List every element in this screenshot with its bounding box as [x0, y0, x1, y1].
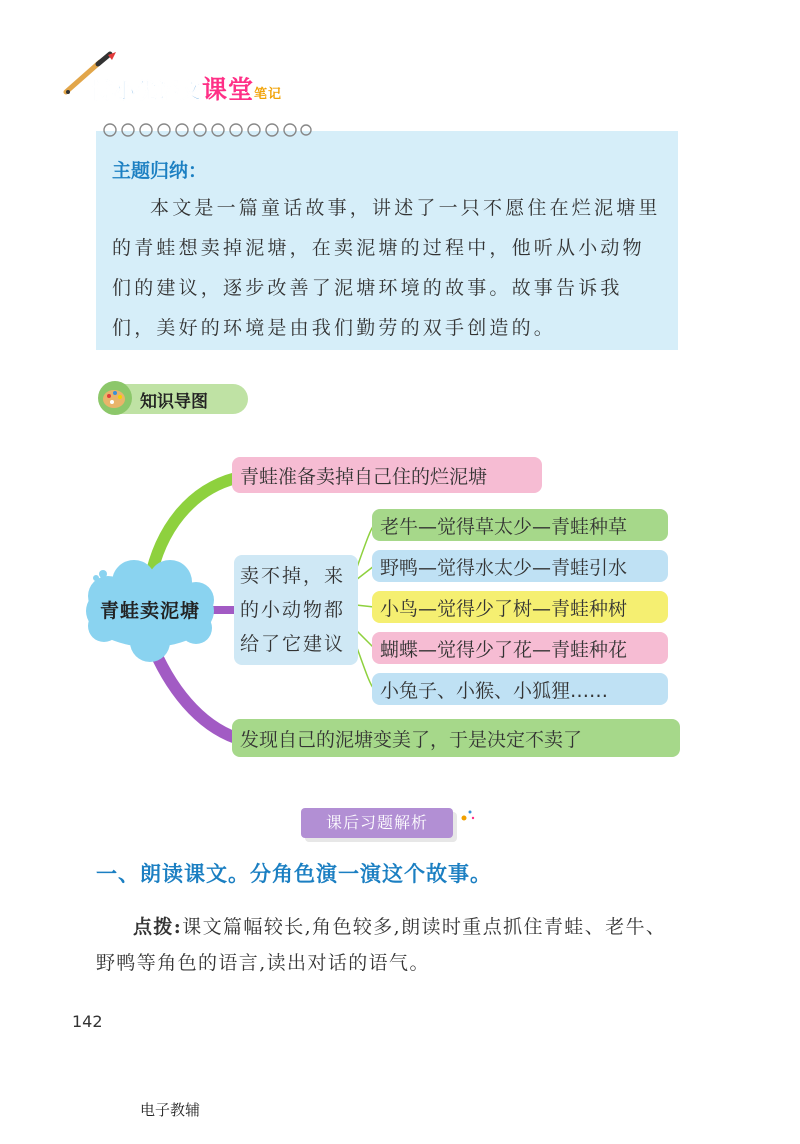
mindmap-branch-2: 野鸭—觉得水太少—青蛙引水	[372, 550, 668, 582]
brand-part-1: 博小优语文	[92, 79, 202, 103]
mindmap-branch-1: 老牛—觉得草太少—青蛙种草	[372, 509, 668, 541]
knowledge-map-label: 知识导图	[140, 392, 208, 412]
theme-title: 主题归纳：	[112, 160, 208, 182]
hint-text-1: 课文篇幅较长,角色较多,朗读时重点抓住青蛙、老牛、	[182, 916, 667, 938]
brand-part-3: 笔记	[254, 87, 283, 102]
notebook-rings	[100, 118, 312, 142]
exercise-section-tag: 课后习题解析	[301, 808, 453, 838]
question-1: 一、朗读课文。分角色演一演这个故事。	[96, 862, 492, 886]
hint-line-2: 野鸭等角色的语言,读出对话的语气。	[96, 952, 430, 974]
mindmap-node-middle: 卖不掉，来的小动物都给了它建议	[234, 555, 358, 665]
sparkle-icon	[458, 806, 478, 826]
footer-label: 电子教辅	[140, 1101, 201, 1119]
mindmap-node-bottom: 发现自己的泥塘变美了，于是决定不卖了	[232, 719, 680, 757]
mindmap-branch-5: 小兔子、小猴、小狐狸……	[372, 673, 668, 705]
hint-label: 点拨:	[133, 916, 183, 938]
brand-title	[92, 70, 282, 106]
mindmap-node-top: 青蛙准备卖掉自己住的烂泥塘	[232, 457, 542, 493]
brand-part-2: 课堂	[202, 75, 255, 104]
mindmap-branch-3: 小鸟—觉得少了树—青蛙种树	[372, 591, 668, 623]
mindmap-center-label: 青蛙卖泥塘	[100, 600, 201, 622]
page-number: 142	[72, 1012, 103, 1031]
hint-line-1	[133, 906, 693, 948]
palette-icon	[96, 379, 134, 417]
theme-body: 本文是一篇童话故事，讲述了一只不愿住在烂泥塘里的青蛙想卖掉泥塘，在卖泥塘的过程中，他听从小动物们的建议，逐步改善了泥塘环境的故事。故事告诉我们，美好的环境是由我们勤劳的双手创造的。	[112, 197, 661, 339]
mindmap-branch-4: 蝴蝶—觉得少了花—青蛙种花	[372, 632, 668, 664]
